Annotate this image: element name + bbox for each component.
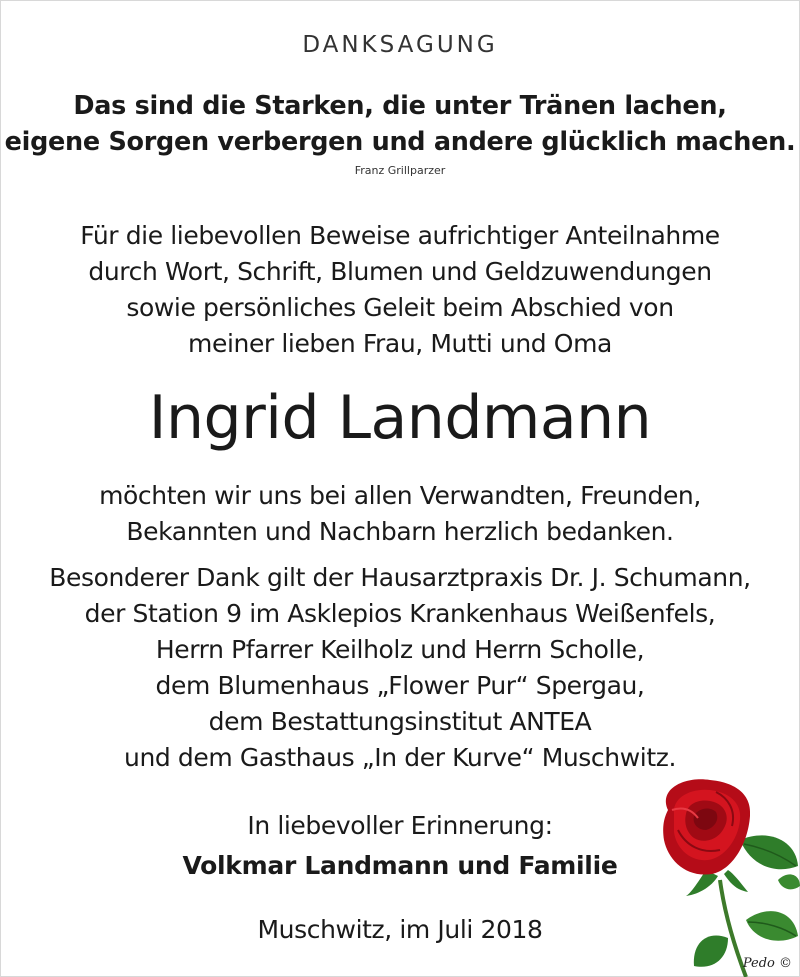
intro-line: durch Wort, Schrift, Blumen und Geldzuwendungen xyxy=(88,257,712,286)
heading: DANKSAGUNG xyxy=(302,32,498,58)
quote-line: eigene Sorgen verbergen und andere glücklich machen. xyxy=(4,127,796,157)
thanks-line: möchten wir uns bei allen Verwandten, Freunden, xyxy=(99,481,701,510)
signature: Volkmar Landmann und Familie xyxy=(182,851,618,880)
closing-line: In liebevoller Erinnerung: xyxy=(247,811,553,840)
place-date: Muschwitz, im Juli 2018 xyxy=(257,915,543,944)
thanks-paragraph xyxy=(0,478,800,550)
intro-line: Für die liebevollen Beweise aufrichtiger Anteilnahme xyxy=(80,221,720,250)
copyright-mark: Pedo © xyxy=(742,956,792,971)
intro-line: meiner lieben Frau, Mutti und Oma xyxy=(188,329,612,358)
special-thanks-line: der Station 9 im Asklepios Krankenhaus Weißenfels, xyxy=(84,599,716,628)
intro-paragraph xyxy=(0,218,800,362)
special-thanks-line: Herrn Pfarrer Keilholz und Herrn Scholle, xyxy=(155,635,645,664)
special-thanks-line: dem Blumenhaus „Flower Pur“ Spergau, xyxy=(155,671,645,700)
deceased-name: Ingrid Landmann xyxy=(148,383,652,453)
rose-icon xyxy=(628,770,800,977)
special-thanks-line: und dem Gasthaus „In der Kurve“ Muschwitz. xyxy=(124,743,676,772)
special-thanks-line: dem Bestattungsinstitut ANTEA xyxy=(208,707,592,736)
quote xyxy=(0,88,800,160)
thanks-line: Bekannten und Nachbarn herzlich bedanken. xyxy=(126,517,674,546)
quote-author: Franz Grillparzer xyxy=(354,164,446,177)
quote-line: Das sind die Starken, die unter Tränen lachen, xyxy=(73,91,727,121)
special-thanks-paragraph xyxy=(0,560,800,776)
special-thanks-line: Besonderer Dank gilt der Hausarztpraxis Dr. J. Schumann, xyxy=(49,563,751,592)
intro-line: sowie persönliches Geleit beim Abschied von xyxy=(126,293,674,322)
